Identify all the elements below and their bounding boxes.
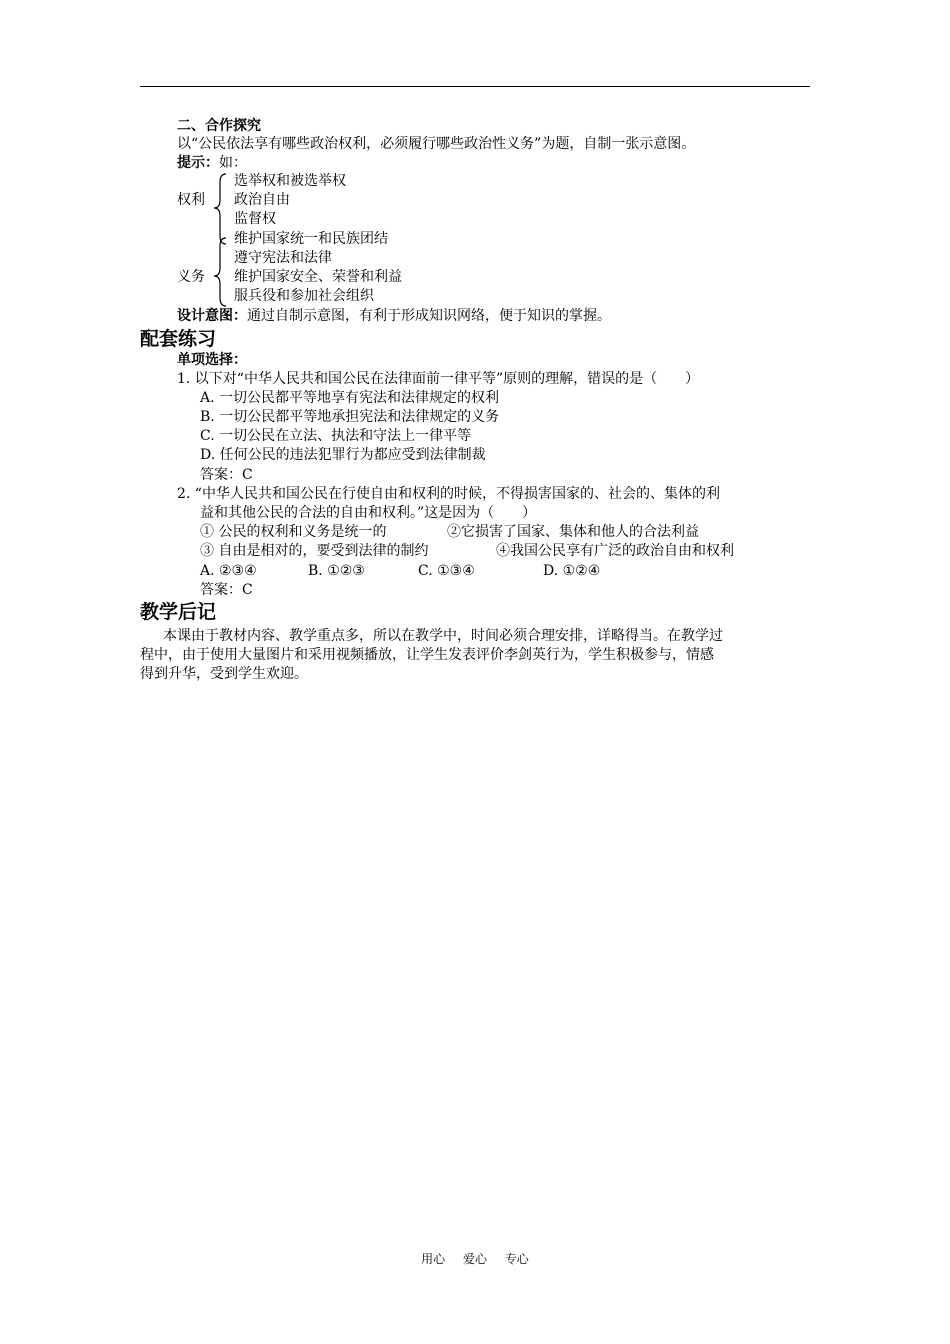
hint-text: 如：	[219, 155, 247, 171]
duties-item: 维护国家安全、荣誉和利益	[234, 269, 402, 285]
q2-option-a: A. ②③④	[200, 563, 257, 579]
q1-option-c: C. 一切公民在立法、执法和守法上一律平等	[200, 428, 472, 444]
q2-option-b: B. ①②③	[308, 563, 365, 579]
design-intent	[177, 307, 611, 325]
rights-brace-icon	[210, 172, 230, 246]
q1-option-b: B. 一切公民都平等地承担宪法和法律规定的义务	[200, 409, 500, 425]
rights-item: 监督权	[234, 211, 276, 227]
q2-statement-1: ① 公民的权利和义务是统一的	[200, 524, 387, 540]
duties-item: 维护国家统一和民族团结	[234, 231, 388, 247]
q2-option-d: D. ①②④	[543, 563, 601, 579]
postscript-heading: 教学后记	[140, 601, 217, 623]
duties-item: 服兵役和参加社会组织	[234, 288, 374, 304]
design-text: 通过自制示意图，有利于形成知识网络，便于知识的掌握。	[247, 308, 611, 324]
q2-stem-line2: 益和其他公民的合法的自由和权利。”这是因为（ ）	[200, 505, 537, 521]
exercise-heading: 配套练习	[140, 328, 217, 350]
duties-label: 义务	[177, 269, 205, 285]
q1-answer: 答案：C	[200, 467, 253, 483]
duties-brace-icon	[210, 236, 230, 308]
section-task: 以“公民依法享有哪些政治权利，必须履行哪些政治性义务”为题，自制一张示意图。	[177, 136, 696, 152]
exercise-type: 单项选择：	[177, 352, 247, 368]
postscript-line: 本课由于教材内容、教学重点多，所以在教学中，时间必须合理安排，详略得当。在教学过	[163, 628, 723, 644]
q2-statement-2: ②它损害了国家、集体和他人的合法利益	[447, 524, 699, 540]
postscript-line: 程中，由于使用大量图片和采用视频播放，让学生发表评价李剑英行为，学生积极参与，情感	[140, 647, 714, 663]
header-rule	[140, 86, 810, 87]
duties-item: 遵守宪法和法律	[234, 250, 332, 266]
q1-option-d: D. 任何公民的违法犯罪行为都应受到法律制裁	[200, 447, 486, 463]
rights-item: 政治自由	[234, 192, 290, 208]
design-label: 设计意图：	[177, 308, 247, 324]
q2-answer: 答案：C	[200, 582, 253, 598]
q2-stem-line1: 2. “中华人民共和国公民在行使自由和权利的时候，不得损害国家的、社会的、集体的利	[177, 486, 720, 502]
q2-statement-3: ③ 自由是相对的，要受到法律的制约	[200, 543, 429, 559]
hint-line	[177, 154, 247, 172]
hint-label: 提示：	[177, 155, 219, 171]
postscript-line: 得到升华，受到学生欢迎。	[140, 666, 308, 682]
rights-item: 选举权和被选举权	[234, 173, 346, 189]
q1-stem: 1. 以下对“中华人民共和国公民在法律面前一律平等”原则的理解，错误的是（ ）	[177, 371, 700, 387]
page-footer: 用心 爱心 专心	[421, 1252, 529, 1266]
q2-statement-4: ④我国公民享有广泛的政治自由和权利	[496, 543, 734, 559]
rights-label: 权利	[177, 192, 205, 208]
q1-option-a: A. 一切公民都平等地享有宪法和法律规定的权利	[200, 390, 500, 406]
section-title: 二、合作探究	[177, 118, 261, 134]
q2-option-c: C. ①③④	[418, 563, 475, 579]
